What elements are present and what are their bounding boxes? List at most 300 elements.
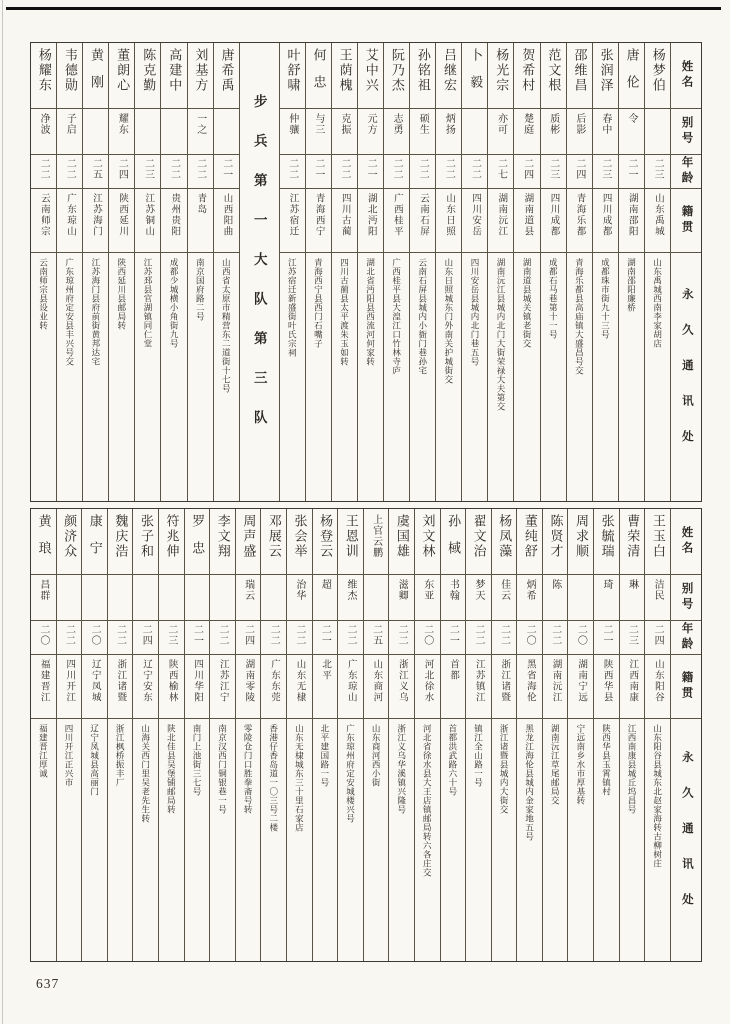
person-age-text: 二二: [469, 158, 481, 180]
person-native-text: 四川成都: [548, 193, 559, 237]
person-age-text: 二二: [168, 158, 180, 180]
person-name: [135, 43, 160, 109]
person-column: [514, 43, 540, 501]
person-age-text: 二〇: [421, 624, 433, 646]
person-address: [466, 719, 491, 961]
person-native-text: 湖北沔阳: [365, 193, 376, 237]
person-name: [31, 43, 56, 109]
person-age: [389, 621, 414, 655]
person-alias: [364, 575, 389, 621]
person-native: [568, 655, 593, 719]
person-column: [462, 43, 488, 501]
person-name-text: 何忠: [311, 48, 327, 102]
person-name: [410, 43, 435, 109]
person-column: [338, 509, 364, 961]
person-alias: [645, 109, 670, 155]
person-name-text: 张润泽: [598, 48, 614, 93]
person-native-text: 广东东莞: [268, 659, 279, 703]
person-name-text: 刘文林: [420, 514, 436, 559]
person-address: [620, 719, 645, 961]
person-native: [236, 655, 261, 719]
person-native-text: 青岛: [195, 193, 206, 215]
header-age-label: 年龄: [680, 622, 693, 653]
person-name-text: 唐希禹: [219, 48, 235, 93]
person-address: [492, 719, 517, 961]
scan-top-edge-line: [6, 7, 721, 10]
person-name: [161, 43, 186, 109]
person-column: [568, 509, 594, 961]
person-age-text: 二二: [64, 158, 76, 180]
person-address-text: 广西桂平县大湟江口竹林寺庐: [391, 258, 402, 375]
person-name: [83, 43, 108, 109]
person-alias: [358, 109, 383, 155]
person-alias-text: 一之: [194, 113, 206, 135]
person-name: [159, 509, 184, 575]
person-address-text: 浙江诸暨县城内大街交: [499, 724, 510, 814]
person-address-text: 云南师宗县设业转: [38, 258, 49, 330]
person-native-text: 青海乐都: [574, 193, 585, 237]
person-native-text: 四川古蔺: [339, 193, 350, 237]
person-alias-text: 亦可: [495, 113, 507, 135]
person-native: [332, 189, 357, 253]
person-address: [161, 253, 186, 501]
person-native: [492, 655, 517, 719]
person-alias-text: 洁民: [652, 579, 664, 601]
person-age: [441, 621, 466, 655]
person-address: [593, 253, 618, 501]
header-age: [671, 155, 701, 189]
person-name-text: 符兆伸: [164, 514, 180, 559]
person-age: [338, 621, 363, 655]
person-age-text: 二三: [165, 624, 177, 646]
person-native: [415, 655, 440, 719]
person-age-text: 二二: [286, 158, 298, 180]
person-name-text: 翟文治: [471, 514, 487, 559]
person-native: [462, 189, 487, 253]
person-alias-text: 东亚: [421, 579, 433, 601]
person-column: [214, 43, 240, 501]
person-alias-text: 超: [319, 579, 331, 590]
person-native-text: 云南师宗: [38, 193, 49, 237]
person-age: [306, 155, 331, 189]
person-name-text: 叶舒啸: [285, 48, 301, 93]
person-native-text: 北平: [320, 659, 331, 681]
person-address: [619, 253, 644, 501]
person-native-text: 山东无棣: [294, 659, 305, 703]
person-address-text: 南京国府路二号: [195, 258, 206, 321]
person-address-text: 河北省徐水县大王店镇邮局转六各庄交: [422, 724, 433, 877]
person-alias: [214, 109, 239, 155]
person-name-text: 范文根: [546, 48, 562, 93]
person-age: [462, 155, 487, 189]
person-address-text: 陕北佳县吴堡铺邮局转: [166, 724, 177, 814]
person-address-text: 青海西宁县西门石嘴子: [313, 258, 324, 348]
person-name: [214, 43, 239, 109]
header-name-label: 姓名: [680, 526, 693, 557]
header-age-label: 年龄: [680, 156, 693, 187]
person-native-text: 湖南零陵: [243, 659, 254, 703]
header-address-label: 永久通讯处: [680, 751, 693, 929]
header-alias-label: 别号: [680, 116, 693, 147]
person-age: [31, 155, 56, 189]
person-native-text: 浙江义乌: [396, 659, 407, 703]
person-alias: [161, 109, 186, 155]
person-alias-text: 炳希: [524, 579, 536, 601]
person-address-text: 青海乐都县高庙镇大盛昌号交: [574, 258, 585, 375]
person-age: [619, 155, 644, 189]
person-name-text: 曹荣清: [625, 514, 641, 559]
person-age: [83, 155, 108, 189]
person-alias: [57, 109, 82, 155]
person-address: [210, 719, 235, 961]
header-column: [671, 43, 701, 501]
person-column: [541, 43, 567, 501]
person-alias: [280, 109, 305, 155]
person-alias: [462, 109, 487, 155]
person-address: [338, 719, 363, 961]
person-address-text: 山西省太原市精营东二道街十七号: [221, 258, 232, 393]
person-age: [332, 155, 357, 189]
person-address: [83, 253, 108, 501]
person-alias: [384, 109, 409, 155]
person-name-text: 黄刚: [89, 48, 104, 102]
person-address-text: 山东无棣城东三十里石家店: [294, 724, 305, 832]
person-column: [620, 509, 646, 961]
person-name-text: 张子和: [138, 514, 154, 559]
person-name: [568, 509, 593, 575]
person-age: [543, 621, 568, 655]
person-column: [313, 509, 339, 961]
person-native-text: 浙江诸暨: [499, 659, 510, 703]
person-address-text: 黑龙江海伦县城内金家地五号: [524, 724, 535, 841]
person-alias: [31, 575, 56, 621]
person-native: [313, 655, 338, 719]
person-address: [358, 253, 383, 501]
person-age: [287, 621, 312, 655]
person-native: [161, 189, 186, 253]
person-name: [261, 509, 286, 575]
person-name: [645, 509, 670, 575]
person-name-text: 周声盛: [241, 514, 257, 559]
person-address-text: 广东琼州府定安城楼兴号: [345, 724, 356, 823]
header-alias-label: 别号: [680, 582, 693, 613]
person-name: [185, 509, 210, 575]
person-address: [159, 719, 184, 961]
person-native-text: 辽宁安东: [140, 659, 151, 703]
person-native: [389, 655, 414, 719]
person-address-text: 江苏邳县官湖镇同仁堂: [143, 258, 154, 348]
person-address-text: 陕西华县玉霄镇村: [601, 724, 612, 796]
person-name-text: 张毓瑞: [599, 514, 615, 559]
person-alias-text: 梦天: [472, 579, 484, 601]
person-age: [415, 621, 440, 655]
header-native-label: 籍贯: [680, 205, 693, 236]
person-column: [384, 43, 410, 501]
person-native-text: 四川成都: [600, 193, 611, 237]
person-native: [543, 655, 568, 719]
person-name: [57, 43, 82, 109]
person-native: [83, 189, 108, 253]
person-alias: [541, 109, 566, 155]
person-name: [287, 509, 312, 575]
person-native: [441, 655, 466, 719]
person-column: [287, 509, 313, 961]
person-alias-text: 陈: [549, 579, 561, 590]
person-age: [161, 155, 186, 189]
person-address-text: 浙江枫桥振丰厂: [115, 724, 126, 787]
person-alias-text: 与三: [312, 113, 324, 135]
person-name-text: 阮乃杰: [389, 48, 405, 93]
person-alias-text: 滋卿: [396, 579, 408, 601]
person-alias: [306, 109, 331, 155]
person-age: [109, 155, 134, 189]
person-alias-text: 仲骧: [286, 113, 298, 135]
person-native: [135, 189, 160, 253]
person-address-text: 云南石屏县城内小衙门巷孙宅: [417, 258, 428, 375]
person-address: [441, 719, 466, 961]
person-alias: [338, 575, 363, 621]
person-name-text: 刘基方: [193, 48, 209, 93]
person-column: [517, 509, 543, 961]
person-column: [543, 509, 569, 961]
person-age: [594, 621, 619, 655]
person-column: [645, 43, 671, 501]
person-name-text: 董朗心: [115, 48, 131, 93]
person-alias-text: 质彬: [547, 113, 559, 135]
person-name-text: 罗忠: [190, 514, 206, 568]
person-native-text: 江西南康: [627, 659, 638, 703]
person-native: [364, 655, 389, 719]
bottom-table-columns: [31, 509, 671, 961]
roster-table-bottom: [30, 508, 702, 962]
person-column: [109, 43, 135, 501]
person-address: [568, 719, 593, 961]
person-name: [593, 43, 618, 109]
person-column: [57, 43, 83, 501]
person-age: [410, 155, 435, 189]
person-address-text: 南京汉西门铜银巷一号: [217, 724, 228, 814]
person-alias: [410, 109, 435, 155]
person-address-text: 四川古蔺县太平渡朱玉如转: [339, 258, 350, 366]
person-column: [31, 509, 57, 961]
person-name: [514, 43, 539, 109]
person-native: [82, 655, 107, 719]
person-name: [108, 509, 133, 575]
person-age: [82, 621, 107, 655]
person-age: [593, 155, 618, 189]
roster-table-top: [30, 42, 702, 502]
person-address: [645, 253, 670, 501]
person-name: [364, 509, 389, 575]
person-age: [645, 621, 670, 655]
person-age-text: 二二: [549, 624, 561, 646]
person-age: [188, 155, 213, 189]
person-native-text: 四川安岳: [470, 193, 481, 237]
person-alias-text: 佳云: [498, 579, 510, 601]
person-native-text: 首都: [448, 659, 459, 681]
person-age: [514, 155, 539, 189]
person-alias: [108, 575, 133, 621]
person-address-text: 香港仔香岛道一〇三号二楼: [268, 724, 279, 832]
person-column: [236, 509, 262, 961]
person-alias: [287, 575, 312, 621]
person-native: [57, 655, 82, 719]
person-column: [415, 509, 441, 961]
person-column: [31, 43, 57, 501]
person-alias-text: 后影: [573, 113, 585, 135]
person-address: [436, 253, 461, 501]
person-name-text: 孙铭祖: [415, 48, 431, 93]
person-native-text: 江苏海门: [91, 193, 102, 237]
person-age-text: 二七: [495, 158, 507, 180]
person-column: [210, 509, 236, 961]
person-address-text: 陕西延川县邮局转: [116, 258, 127, 330]
person-name: [517, 509, 542, 575]
person-native: [466, 655, 491, 719]
header-address: [671, 719, 701, 961]
header-address-label: 永久通讯处: [680, 288, 693, 466]
person-address: [410, 253, 435, 501]
person-name: [389, 509, 414, 575]
person-native: [593, 189, 618, 253]
person-address: [280, 253, 305, 501]
person-alias-text: 净波: [38, 113, 50, 135]
person-native-text: 山东日照: [444, 193, 455, 237]
person-age-text: 二二: [217, 624, 229, 646]
person-native-text: 江苏镇江: [473, 659, 484, 703]
person-alias: [567, 109, 592, 155]
header-alias: [671, 575, 701, 621]
person-name: [133, 509, 158, 575]
person-alias: [57, 575, 82, 621]
person-address: [109, 253, 134, 501]
person-address: [517, 719, 542, 961]
person-native: [541, 189, 566, 253]
person-alias-text: 耀东: [116, 113, 128, 135]
person-alias: [210, 575, 235, 621]
person-native-text: 江苏江宁: [217, 659, 228, 703]
person-age-text: 二三: [626, 624, 638, 646]
person-alias: [313, 575, 338, 621]
person-name: [313, 509, 338, 575]
person-address-text: 湖南邵阳廉桥: [626, 258, 637, 312]
person-native-text: 青海西宁: [313, 193, 324, 237]
person-native: [619, 189, 644, 253]
person-name: [210, 509, 235, 575]
person-native-text: 湖南沅江: [550, 659, 561, 703]
person-age-text: 二一: [220, 158, 232, 180]
person-native-text: 山东商河: [371, 659, 382, 703]
person-name: [441, 509, 466, 575]
person-native: [358, 189, 383, 253]
person-native: [384, 189, 409, 253]
person-age-text: 二一: [365, 158, 377, 180]
person-native: [188, 189, 213, 253]
person-alias-text: 维杰: [345, 579, 357, 601]
person-alias: [441, 575, 466, 621]
person-native: [436, 189, 461, 253]
person-name-text: 虞国雄: [394, 514, 410, 559]
person-native: [214, 189, 239, 253]
person-name-text: 杨梦伯: [650, 48, 666, 93]
person-age: [214, 155, 239, 189]
person-age-text: 二二: [63, 624, 75, 646]
person-native: [517, 655, 542, 719]
person-native: [31, 189, 56, 253]
person-native-text: 贵州贵阳: [169, 193, 180, 237]
header-address: [671, 253, 701, 501]
person-native-text: 广西桂平: [391, 193, 402, 237]
person-age-text: 二一: [191, 624, 203, 646]
person-address-text: 镇江全山路一号: [473, 724, 484, 787]
person-address-text: 首都洪武路六十号: [447, 724, 458, 796]
person-native-text: 陕西榆林: [166, 659, 177, 703]
person-address-text: 湖南沅江县城内北门大街荣禄大夫第交: [496, 258, 507, 411]
person-name: [188, 43, 213, 109]
person-alias: [436, 109, 461, 155]
person-alias-text: 琦: [600, 579, 612, 590]
person-alias-text: 克振: [338, 113, 350, 135]
person-name-text: 黄琅: [36, 514, 52, 568]
person-alias: [543, 575, 568, 621]
person-native-text: 山东禹城: [652, 193, 663, 237]
person-column: [492, 509, 518, 961]
person-age-text: 二三: [547, 158, 559, 180]
person-age-text: 二〇: [575, 624, 587, 646]
person-column: [185, 509, 211, 961]
person-age: [159, 621, 184, 655]
person-name: [82, 509, 107, 575]
person-age: [568, 621, 593, 655]
person-address-text: 成都珠市街九十三号: [600, 258, 611, 339]
person-native-text: 湖南道县: [522, 193, 533, 237]
person-address: [594, 719, 619, 961]
header-native-label: 籍贯: [680, 671, 693, 702]
person-alias: [517, 575, 542, 621]
person-age-text: 二一: [626, 158, 637, 180]
person-name: [31, 509, 56, 575]
person-age: [210, 621, 235, 655]
person-age: [31, 621, 56, 655]
person-alias-text: 元方: [365, 113, 377, 135]
person-name: [620, 509, 645, 575]
person-address: [313, 719, 338, 961]
person-column: [593, 43, 619, 501]
person-address: [82, 719, 107, 961]
person-age-text: 二二: [443, 158, 455, 180]
person-native-text: 广东琼山: [345, 659, 356, 703]
person-address: [185, 719, 210, 961]
person-address-text: 浙江义乌华溪镇兴隆号: [396, 724, 407, 814]
person-native: [57, 189, 82, 253]
person-name: [436, 43, 461, 109]
person-name-text: 韦德勋: [62, 48, 78, 93]
person-native: [410, 189, 435, 253]
person-address: [645, 719, 670, 961]
person-name-text: 李文翔: [215, 514, 231, 559]
person-age: [313, 621, 338, 655]
person-native-text: 福建晋江: [38, 659, 49, 703]
person-alias: [594, 575, 619, 621]
person-alias: [236, 575, 261, 621]
person-name-text: 陈贤才: [548, 514, 564, 559]
person-alias-text: 春中: [599, 113, 611, 135]
person-age: [236, 621, 261, 655]
person-age-text: 二二: [114, 624, 126, 646]
person-age: [492, 621, 517, 655]
person-name: [415, 509, 440, 575]
person-native: [567, 189, 592, 253]
